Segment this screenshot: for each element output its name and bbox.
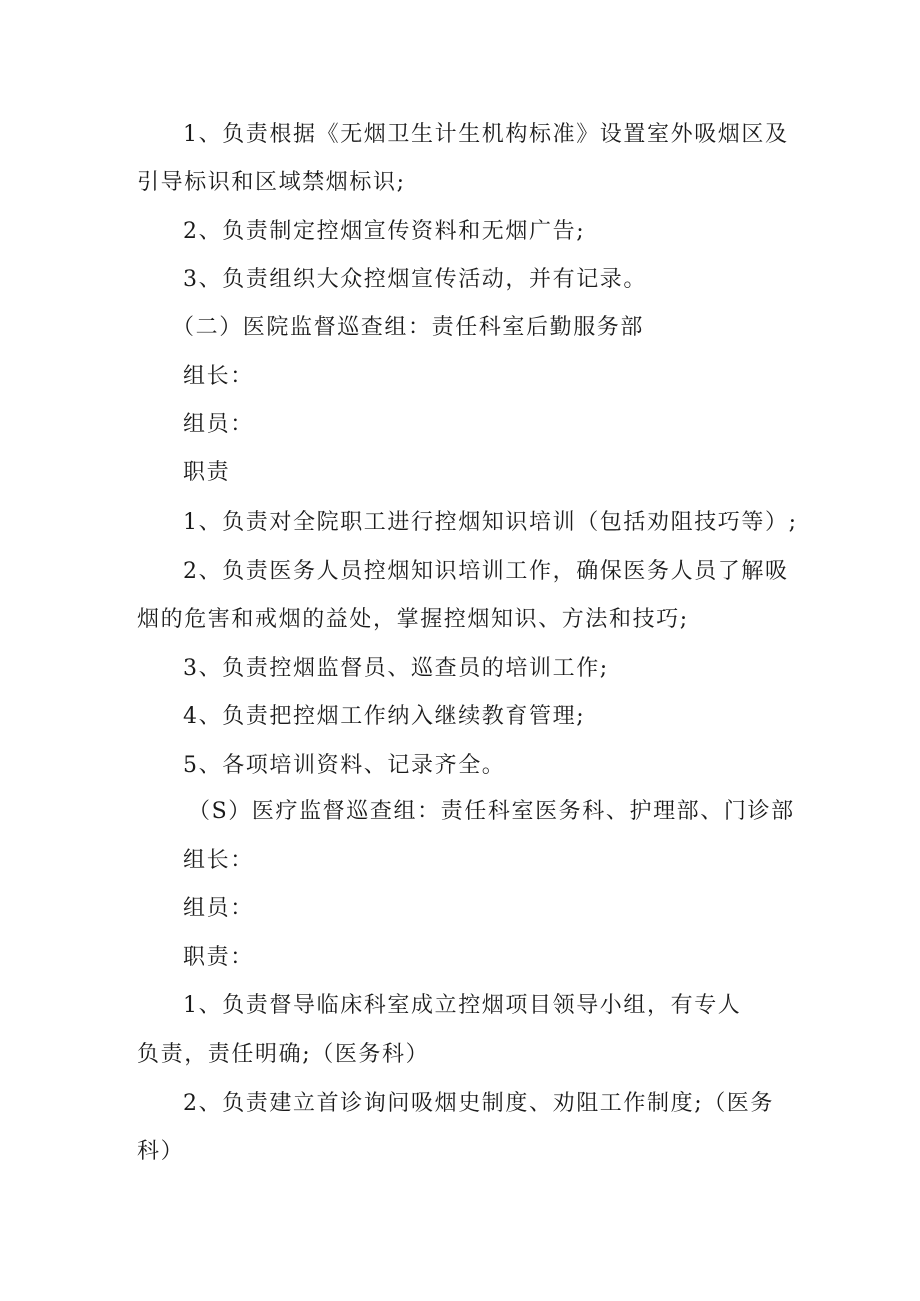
- text-line: 科）: [137, 1139, 185, 1164]
- text-line: 1、负责督导临床科室成立控烟项目领导小组，有专人: [183, 993, 742, 1018]
- text-line: 2、负责制定控烟宣传资料和无烟广告;: [183, 219, 586, 244]
- text-line: 2、负责医务人员控烟知识培训工作，确保医务人员了解吸: [183, 559, 789, 584]
- text-line: 5、各项培训资料、记录齐全。: [183, 753, 506, 778]
- text-line: 组员：: [183, 896, 254, 921]
- text-line: 烟的危害和戒烟的益处，掌握控烟知识、方法和技巧;: [137, 607, 689, 632]
- text-line: 4、负责把控烟工作纳入继续教育管理;: [183, 704, 586, 729]
- text-line: 1、负责根据《无烟卫生计生机构标准》设置室外吸烟区及: [183, 122, 789, 147]
- text-line: 2、负责建立首诊询问吸烟史制度、劝阻工作制度;（医务: [183, 1091, 775, 1116]
- text-line: 组长：: [183, 364, 254, 389]
- text-line: 组员：: [183, 412, 254, 437]
- text-line: 职责：: [183, 945, 254, 970]
- text-line: 组长：: [183, 848, 254, 873]
- text-line: 1、负责对全院职工进行控烟知识培训（包括劝阻技巧等）;: [183, 510, 798, 535]
- section-heading: （二）医院监督巡查组：责任科室后勤服务部: [172, 315, 645, 340]
- text-line: 职责: [183, 460, 231, 485]
- text-line: 3、负责组织大众控烟宣传活动，并有记录。: [183, 267, 647, 292]
- text-line: 引导标识和区域禁烟标识;: [137, 170, 406, 195]
- text-line: 负责，责任明确;（医务科）: [137, 1042, 430, 1067]
- section-heading: （S）医疗监督巡查组：责任科室医务科、护理部、门诊部: [188, 799, 795, 824]
- text-line: 3、负责控烟监督员、巡查员的培训工作;: [183, 656, 609, 681]
